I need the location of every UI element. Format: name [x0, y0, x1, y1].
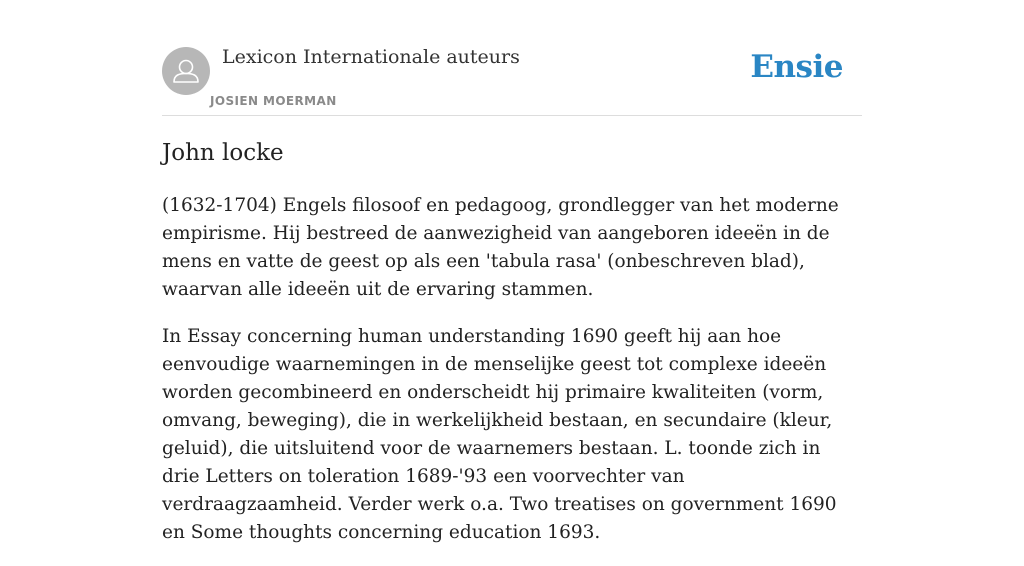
- author-name[interactable]: JOSIEN MOERMAN: [210, 94, 337, 108]
- article-title: John locke: [162, 140, 284, 166]
- avatar[interactable]: [162, 47, 210, 95]
- collection-title-link[interactable]: Lexicon Internationale auteurs: [222, 46, 520, 68]
- article-paragraph: (1632-1704) Engels filosoof en pedagoog, grondlegger van het moderne empirisme. Hij bestreed de aanwezigheid van aangeboren ideeën in de mens en vatte de geest op als een 'tabula rasa' (onbeschreven blad), waarvan alle ideeën uit de ervaring stammen.: [162, 195, 839, 300]
- article-paragraph: In Essay concerning human understanding 1690 geeft hij aan hoe eenvoudige waarnemingen in de menselijke geest tot complexe ideeën worden gecombineerd en onderscheidt hij primaire kwaliteiten (vorm, omvang, beweging), die in werkelijkheid bestaan, en secundaire (kleur, geluid), die uitsluitend voor de waarnemers bestaan. L. toonde zich in drie Letters on toleration 1689-'93 een voorvechter van verdraagzaamheid. Verder werk o.a. Two treatises on government 1690 en Some thoughts concerning education 1693.: [162, 326, 837, 543]
- article-page: [162, 0, 862, 543]
- article-header: [162, 0, 862, 116]
- brand-logo[interactable]: Ensie: [750, 49, 843, 85]
- user-silhouette-icon: [162, 47, 210, 95]
- article-body: [162, 192, 862, 566]
